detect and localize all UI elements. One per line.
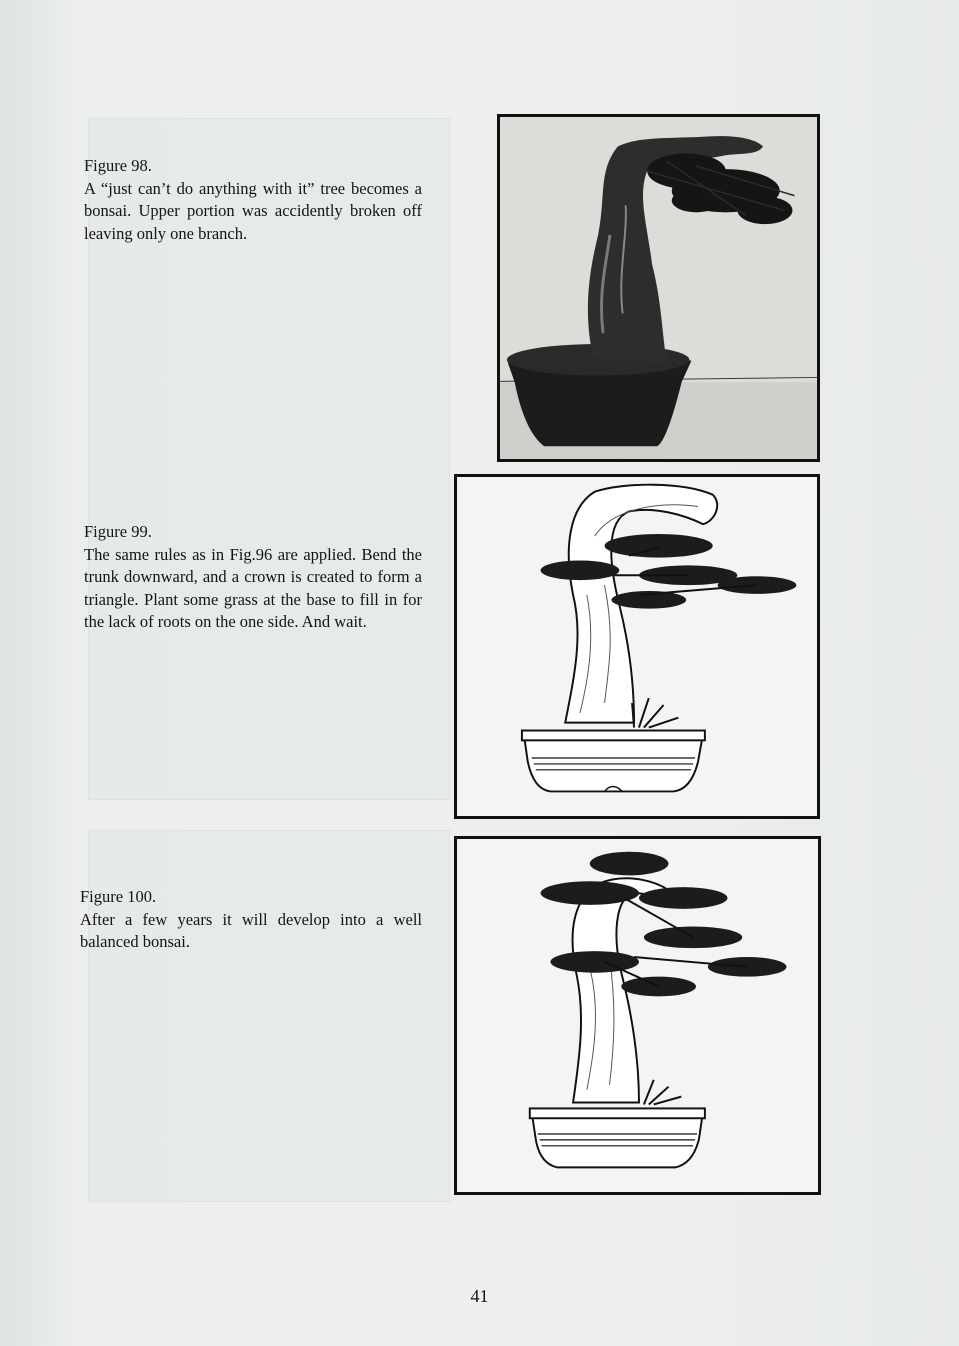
figure-title: Figure 100. bbox=[80, 887, 157, 906]
figure-title: Figure 99. bbox=[84, 522, 152, 541]
figure-text: A “just can’t do anything with it” tree becomes a bonsai. Upper portion was accidently broken off leaving only one branch. bbox=[84, 178, 422, 243]
figure-100-caption bbox=[80, 886, 422, 954]
figure-text: After a few years it will develop into a well balanced bonsai. bbox=[80, 909, 422, 951]
figure-99-drawing bbox=[454, 474, 820, 819]
figure-100-drawing bbox=[454, 836, 821, 1195]
figure-98-caption bbox=[84, 155, 422, 245]
figure-98-photo bbox=[497, 114, 820, 462]
bonsai-photo-illustration bbox=[500, 117, 817, 459]
figure-text: The same rules as in Fig.96 are applied. Bend the trunk downward, and a crown is created to form a triangle. Plant some grass at the base to fill in for the lack of roots on the one side. And wait. bbox=[84, 544, 422, 631]
bonsai-drawing-balanced-illustration bbox=[457, 839, 818, 1192]
page-number: 41 bbox=[470, 1286, 489, 1306]
figure-99-caption bbox=[84, 521, 422, 634]
figure-title: Figure 98. bbox=[84, 156, 152, 175]
bonsai-drawing-trunk-bent-illustration bbox=[457, 477, 817, 816]
